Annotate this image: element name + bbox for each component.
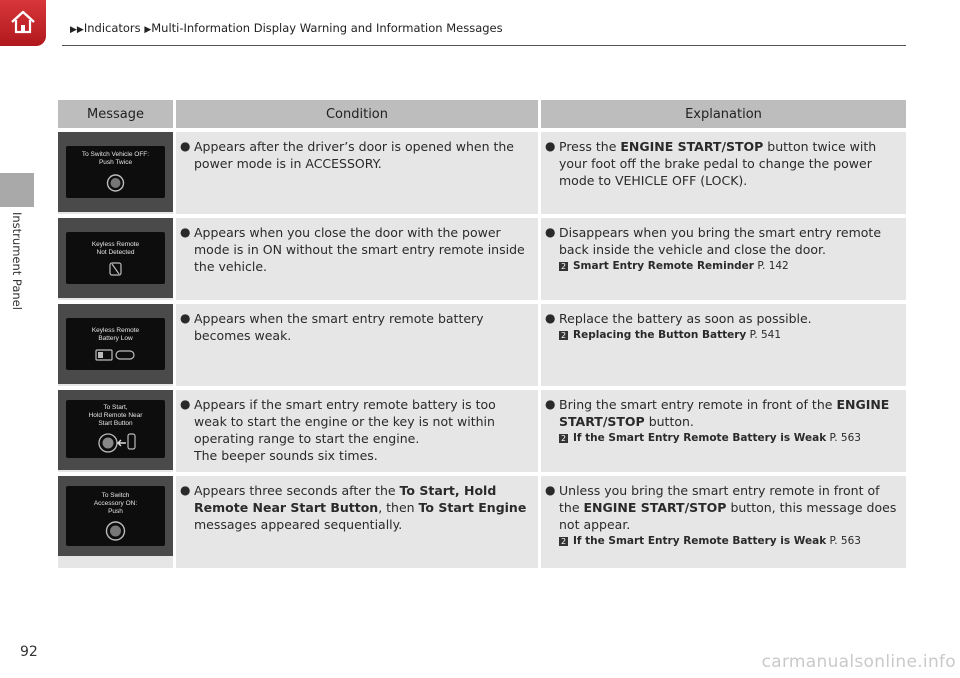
header-condition: Condition [173,100,538,128]
message-display-cell [58,390,173,472]
table-row [58,218,906,300]
bullet-icon: ● [545,397,556,411]
table-row [58,390,906,472]
message-display-cell [58,304,173,386]
display-message-text: To Switch Accessory ON: Push [93,492,138,515]
table-row [58,476,906,568]
display-screenshot [58,476,173,556]
bullet-icon: ● [180,311,191,325]
bullet-icon: ● [180,139,191,153]
display-message-text: Keyless Remote Not Detected [91,241,140,256]
breadcrumb [70,21,503,35]
page-reference-link[interactable]: 2 Replacing the Button Battery P. 541 [560,329,782,341]
bullet-icon: ● [545,311,556,325]
table-header-row [58,100,906,128]
reference-arrow-icon: 2 [560,262,567,271]
bullet-icon: ● [545,139,556,153]
header-message: Message [58,100,173,128]
header-divider [62,45,906,46]
header-explanation: Explanation [538,100,906,128]
display-message-text: To Switch Vehicle OFF: Push Twice [81,151,150,166]
breadcrumb-item-indicators[interactable]: Indicators [83,21,141,35]
home-icon [9,8,37,36]
bullet-icon: ● [180,397,191,411]
reference-arrow-icon: 2 [560,331,567,340]
table-row [58,304,906,386]
explanation-cell: ● Replace the battery as soon as possible. 2 Replacing the Button Battery P. 541 [538,304,906,386]
power-button-icon [66,173,165,193]
display-message-text: Keyless Remote Battery Low [91,327,140,342]
page-number: 92 [20,644,38,660]
breadcrumb-arrow-icon: ▶▶ [70,25,84,35]
message-display-cell [58,218,173,300]
condition-cell: ● Appears when you close the door with the power mode is in ON without the smart entry remote inside the vehicle. [173,218,538,300]
bullet-icon: ● [545,483,556,497]
message-display-cell [58,132,173,214]
explanation-cell: ● Disappears when you bring the smart entry remote back inside the vehicle and close the door. 2 Smart Entry Remote Reminder P. 142 [538,218,906,300]
key-fob-icon [66,261,165,277]
condition-cell: ● Appears three seconds after the To Start, Hold Remote Near Start Button, then To Start Engine messages appeared sequentially. [173,476,538,568]
display-screenshot [58,132,173,212]
breadcrumb-item-current: Multi-Information Display Warning and Information Messages [151,21,503,35]
message-table [58,96,906,572]
reference-arrow-icon: 2 [560,537,567,546]
power-button-icon [66,520,165,542]
display-screenshot [58,390,173,470]
explanation-cell: ● Unless you bring the smart entry remote in front of the ENGINE START/STOP button, this message does not appear. 2 If the Smart Entry Remote Battery is Weak P. 563 [538,476,906,568]
display-screenshot [58,218,173,298]
condition-cell: ● Appears if the smart entry remote battery is too weak to start the engine or the key is not within operating range to start the engine. The beeper sounds six times. [173,390,538,472]
explanation-cell: ● Bring the smart entry remote in front of the ENGINE START/STOP button. 2 If the Smart Entry Remote Battery is Weak P. 563 [538,390,906,472]
bullet-icon: ● [180,225,191,239]
condition-cell: ● Appears after the driver’s door is opened when the power mode is in ACCESSORY. [173,132,538,214]
display-screenshot [58,304,173,384]
message-display-cell [58,476,173,568]
home-button[interactable] [0,0,46,46]
breadcrumb-arrow-icon: ▶ [144,25,152,35]
remote-near-button-icon [66,431,165,455]
display-message-text: To Start, Hold Remote Near Start Button [88,404,143,427]
sidebar-section-tab[interactable] [0,173,34,207]
page-reference-link[interactable]: 2 If the Smart Entry Remote Battery is Weak P. 563 [560,535,861,547]
page-reference-link[interactable]: 2 If the Smart Entry Remote Battery is Weak P. 563 [560,432,861,444]
explanation-cell: ● Press the ENGINE START/STOP button twice with your foot off the brake pedal to change the power mode to VEHICLE OFF (LOCK). [538,132,906,214]
bullet-icon: ● [545,225,556,239]
battery-low-icon [66,348,165,362]
reference-arrow-icon: 2 [560,434,567,443]
table-row [58,132,906,214]
bullet-icon: ● [180,483,191,497]
page-reference-link[interactable]: 2 Smart Entry Remote Reminder P. 142 [560,260,789,272]
sidebar-section-label: Instrument Panel [10,212,24,310]
watermark: carmanualsonline.info [761,652,956,672]
condition-cell: ● Appears when the smart entry remote battery becomes weak. [173,304,538,386]
